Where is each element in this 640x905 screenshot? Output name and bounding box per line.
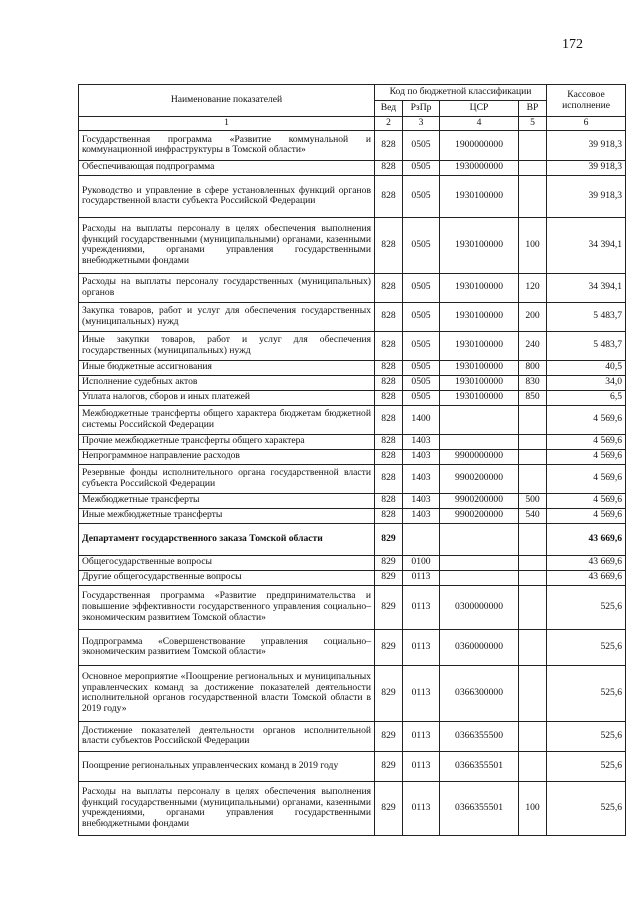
row-vr-cell xyxy=(519,130,547,160)
row-ved-cell: 829 xyxy=(375,751,403,781)
row-rzpr-cell: 0113 xyxy=(403,665,440,721)
row-vr-cell xyxy=(519,449,547,464)
row-csr-cell: 1930100000 xyxy=(440,273,519,302)
header-amount: Кассовое исполнение xyxy=(547,85,626,117)
column-number: 5 xyxy=(519,117,547,131)
row-amount-cell: 4 569,6 xyxy=(547,449,626,464)
row-name-cell: Достижение показателей деятельности органов исполнительной власти субъектов Российской Федерации xyxy=(79,721,375,751)
column-number: 1 xyxy=(79,117,375,131)
row-ved-cell: 829 xyxy=(375,665,403,721)
row-csr-cell xyxy=(440,555,519,570)
table-row xyxy=(79,331,626,360)
row-vr-cell xyxy=(519,751,547,781)
row-rzpr-cell: 0505 xyxy=(403,273,440,302)
table-row xyxy=(79,555,626,570)
row-csr-cell: 1930100000 xyxy=(440,360,519,375)
row-rzpr-cell: 0113 xyxy=(403,781,440,835)
column-number: 2 xyxy=(375,117,403,131)
row-csr-cell: 9900200000 xyxy=(440,493,519,508)
row-vr-cell: 100 xyxy=(519,781,547,835)
row-amount-cell: 43 669,6 xyxy=(547,555,626,570)
row-amount-cell: 39 918,3 xyxy=(547,130,626,160)
row-ved-cell: 829 xyxy=(375,721,403,751)
row-csr-cell xyxy=(440,405,519,434)
row-vr-cell xyxy=(519,585,547,629)
row-name-cell: Иные закупки товаров, работ и услуг для обеспечения государственных (муниципальных) нужд xyxy=(79,331,375,360)
table-body xyxy=(79,130,626,835)
row-ved-cell: 828 xyxy=(375,375,403,390)
row-ved-cell: 829 xyxy=(375,523,403,555)
row-name-cell: Поощрение региональных управленческих команд в 2019 году xyxy=(79,751,375,781)
row-ved-cell: 828 xyxy=(375,464,403,493)
row-amount-cell: 5 483,7 xyxy=(547,302,626,331)
row-csr-cell: 1930100000 xyxy=(440,302,519,331)
table-row xyxy=(79,375,626,390)
row-ved-cell: 828 xyxy=(375,217,403,273)
row-amount-cell: 34 394,1 xyxy=(547,217,626,273)
row-ved-cell: 829 xyxy=(375,555,403,570)
row-ved-cell: 829 xyxy=(375,585,403,629)
row-ved-cell: 828 xyxy=(375,160,403,175)
row-ved-cell: 829 xyxy=(375,781,403,835)
row-amount-cell: 5 483,7 xyxy=(547,331,626,360)
row-vr-cell xyxy=(519,555,547,570)
table-row xyxy=(79,217,626,273)
header-vr: ВР xyxy=(519,101,547,117)
row-vr-cell: 120 xyxy=(519,273,547,302)
row-name-cell: Расходы на выплаты персоналу государственных (муниципальных) органов xyxy=(79,273,375,302)
column-number-row xyxy=(79,117,626,131)
row-csr-cell: 9900000000 xyxy=(440,449,519,464)
table-row xyxy=(79,405,626,434)
row-csr-cell: 0366355501 xyxy=(440,781,519,835)
row-name-cell: Иные межбюджетные трансферты xyxy=(79,508,375,523)
row-amount-cell: 39 918,3 xyxy=(547,160,626,175)
row-vr-cell: 540 xyxy=(519,508,547,523)
row-name-cell: Подпрограмма «Совершенствование управления социально–экономическим развитием Томской области» xyxy=(79,629,375,665)
header-ved: Вед xyxy=(375,101,403,117)
row-csr-cell: 0366355500 xyxy=(440,721,519,751)
table-row xyxy=(79,665,626,721)
row-ved-cell: 828 xyxy=(375,390,403,405)
row-name-cell: Закупка товаров, работ и услуг для обеспечения государственных (муниципальных) нужд xyxy=(79,302,375,331)
row-vr-cell: 100 xyxy=(519,217,547,273)
row-amount-cell: 4 569,6 xyxy=(547,434,626,449)
row-csr-cell xyxy=(440,434,519,449)
row-ved-cell: 828 xyxy=(375,273,403,302)
row-name-cell: Общегосударственные вопросы xyxy=(79,555,375,570)
table-row xyxy=(79,751,626,781)
table-row xyxy=(79,629,626,665)
row-vr-cell: 200 xyxy=(519,302,547,331)
row-csr-cell: 1900000000 xyxy=(440,130,519,160)
row-rzpr-cell: 1403 xyxy=(403,434,440,449)
table-row xyxy=(79,523,626,555)
row-ved-cell: 828 xyxy=(375,449,403,464)
row-amount-cell: 34,0 xyxy=(547,375,626,390)
row-amount-cell: 43 669,6 xyxy=(547,523,626,555)
table-row xyxy=(79,390,626,405)
row-rzpr-cell: 0505 xyxy=(403,175,440,217)
row-vr-cell xyxy=(519,721,547,751)
row-csr-cell: 0366300000 xyxy=(440,665,519,721)
row-name-cell: Уплата налогов, сборов и иных платежей xyxy=(79,390,375,405)
row-csr-cell: 1930100000 xyxy=(440,217,519,273)
row-vr-cell xyxy=(519,629,547,665)
row-rzpr-cell: 1403 xyxy=(403,464,440,493)
row-name-cell: Межбюджетные трансферты xyxy=(79,493,375,508)
row-vr-cell: 500 xyxy=(519,493,547,508)
row-ved-cell: 828 xyxy=(375,175,403,217)
row-amount-cell: 525,6 xyxy=(547,721,626,751)
row-name-cell: Основное мероприятие «Поощрение региональных и муниципальных управленческих команд за достижение показателей деятельности исполнительной органов государственной власти Томской области в 2019 году» xyxy=(79,665,375,721)
row-rzpr-cell: 0113 xyxy=(403,629,440,665)
table-row xyxy=(79,449,626,464)
row-vr-cell xyxy=(519,464,547,493)
row-amount-cell: 6,5 xyxy=(547,390,626,405)
row-rzpr-cell: 0505 xyxy=(403,217,440,273)
table-row xyxy=(79,781,626,835)
row-csr-cell: 9900200000 xyxy=(440,508,519,523)
row-vr-cell xyxy=(519,523,547,555)
row-ved-cell: 828 xyxy=(375,405,403,434)
row-ved-cell: 828 xyxy=(375,331,403,360)
table-row xyxy=(79,273,626,302)
row-amount-cell: 39 918,3 xyxy=(547,175,626,217)
row-ved-cell: 829 xyxy=(375,629,403,665)
row-amount-cell: 525,6 xyxy=(547,751,626,781)
row-rzpr-cell: 1400 xyxy=(403,405,440,434)
row-rzpr-cell: 1403 xyxy=(403,508,440,523)
row-name-cell: Другие общегосударственные вопросы xyxy=(79,570,375,585)
table-row xyxy=(79,493,626,508)
row-ved-cell: 828 xyxy=(375,434,403,449)
row-csr-cell: 1930100000 xyxy=(440,375,519,390)
row-ved-cell: 828 xyxy=(375,493,403,508)
table-row xyxy=(79,508,626,523)
row-csr-cell: 0300000000 xyxy=(440,585,519,629)
page-number: 172 xyxy=(562,37,583,52)
row-name-cell: Руководство и управление в сфере установленных функций органов государственной власти субъекта Российской Федерации xyxy=(79,175,375,217)
row-amount-cell: 40,5 xyxy=(547,360,626,375)
row-amount-cell: 4 569,6 xyxy=(547,508,626,523)
row-amount-cell: 4 569,6 xyxy=(547,405,626,434)
row-csr-cell: 0360000000 xyxy=(440,629,519,665)
row-rzpr-cell: 0113 xyxy=(403,751,440,781)
row-csr-cell: 1930000000 xyxy=(440,160,519,175)
table-row xyxy=(79,175,626,217)
row-name-cell: Прочие межбюджетные трансферты общего характера xyxy=(79,434,375,449)
row-amount-cell: 525,6 xyxy=(547,585,626,629)
row-name-cell: Обеспечивающая подпрограмма xyxy=(79,160,375,175)
column-number: 3 xyxy=(403,117,440,131)
row-csr-cell: 0366355501 xyxy=(440,751,519,781)
row-rzpr-cell: 0113 xyxy=(403,570,440,585)
row-csr-cell: 9900200000 xyxy=(440,464,519,493)
row-amount-cell: 525,6 xyxy=(547,665,626,721)
row-name-cell: Непрограммное направление расходов xyxy=(79,449,375,464)
row-name-cell: Межбюджетные трансферты общего характера бюджетам бюджетной системы Российской Федерации xyxy=(79,405,375,434)
row-name-cell: Иные бюджетные ассигнования xyxy=(79,360,375,375)
row-rzpr-cell: 0505 xyxy=(403,331,440,360)
row-csr-cell: 1930100000 xyxy=(440,175,519,217)
table-row xyxy=(79,570,626,585)
row-vr-cell: 850 xyxy=(519,390,547,405)
row-vr-cell xyxy=(519,160,547,175)
budget-execution-table xyxy=(78,84,626,836)
row-vr-cell: 240 xyxy=(519,331,547,360)
row-rzpr-cell: 0505 xyxy=(403,130,440,160)
row-ved-cell: 829 xyxy=(375,570,403,585)
row-vr-cell: 830 xyxy=(519,375,547,390)
row-rzpr-cell: 0113 xyxy=(403,585,440,629)
row-name-cell: Расходы на выплаты персоналу в целях обеспечения выполнения функций государственными (муниципальными) органами, казенными учреждениями, органами управления государственными внебюджетными фондами xyxy=(79,217,375,273)
table-row xyxy=(79,130,626,160)
row-name-cell: Государственная программа «Развитие предпринимательства и повышение эффективности государственного управления социально–экономическим развитием Томской области» xyxy=(79,585,375,629)
table-row xyxy=(79,360,626,375)
header-code-group: Код по бюджетной классификации xyxy=(375,85,547,101)
row-vr-cell xyxy=(519,665,547,721)
row-csr-cell: 1930100000 xyxy=(440,390,519,405)
row-vr-cell xyxy=(519,175,547,217)
row-rzpr-cell: 0505 xyxy=(403,390,440,405)
row-name-cell: Расходы на выплаты персоналу в целях обеспечения выполнения функций государственными (муниципальными) органами, казенными учреждениями, органами управления государственными внебюджетными фондами xyxy=(79,781,375,835)
row-ved-cell: 828 xyxy=(375,360,403,375)
row-rzpr-cell: 1403 xyxy=(403,493,440,508)
row-amount-cell: 525,6 xyxy=(547,629,626,665)
row-name-cell: Государственная программа «Развитие коммунальной и коммунационной инфраструктуры в Томской области» xyxy=(79,130,375,160)
row-rzpr-cell: 0505 xyxy=(403,160,440,175)
row-vr-cell xyxy=(519,434,547,449)
column-number: 6 xyxy=(547,117,626,131)
table-row xyxy=(79,434,626,449)
row-ved-cell: 828 xyxy=(375,130,403,160)
row-vr-cell xyxy=(519,405,547,434)
row-amount-cell: 4 569,6 xyxy=(547,493,626,508)
row-vr-cell xyxy=(519,570,547,585)
row-rzpr-cell: 0505 xyxy=(403,375,440,390)
table-row xyxy=(79,464,626,493)
row-name-cell: Исполнение судебных актов xyxy=(79,375,375,390)
row-amount-cell: 34 394,1 xyxy=(547,273,626,302)
table-row xyxy=(79,585,626,629)
row-csr-cell xyxy=(440,523,519,555)
row-rzpr-cell: 0113 xyxy=(403,721,440,751)
row-name-cell: Резервные фонды исполнительного органа государственной власти субъекта Российской Федерации xyxy=(79,464,375,493)
header-csr: ЦСР xyxy=(440,101,519,117)
row-name-cell: Департамент государственного заказа Томской области xyxy=(79,523,375,555)
row-ved-cell: 828 xyxy=(375,302,403,331)
row-ved-cell: 828 xyxy=(375,508,403,523)
row-vr-cell: 800 xyxy=(519,360,547,375)
row-rzpr-cell xyxy=(403,523,440,555)
row-csr-cell xyxy=(440,570,519,585)
row-rzpr-cell: 0505 xyxy=(403,302,440,331)
row-rzpr-cell: 1403 xyxy=(403,449,440,464)
table-row xyxy=(79,721,626,751)
header-rzpr: РзПр xyxy=(403,101,440,117)
row-amount-cell: 4 569,6 xyxy=(547,464,626,493)
row-rzpr-cell: 0100 xyxy=(403,555,440,570)
row-amount-cell: 43 669,6 xyxy=(547,570,626,585)
row-csr-cell: 1930100000 xyxy=(440,331,519,360)
table-row xyxy=(79,302,626,331)
table-row xyxy=(79,160,626,175)
row-amount-cell: 525,6 xyxy=(547,781,626,835)
header-name: Наименование показателей xyxy=(79,85,375,117)
column-number: 4 xyxy=(440,117,519,131)
row-rzpr-cell: 0505 xyxy=(403,360,440,375)
